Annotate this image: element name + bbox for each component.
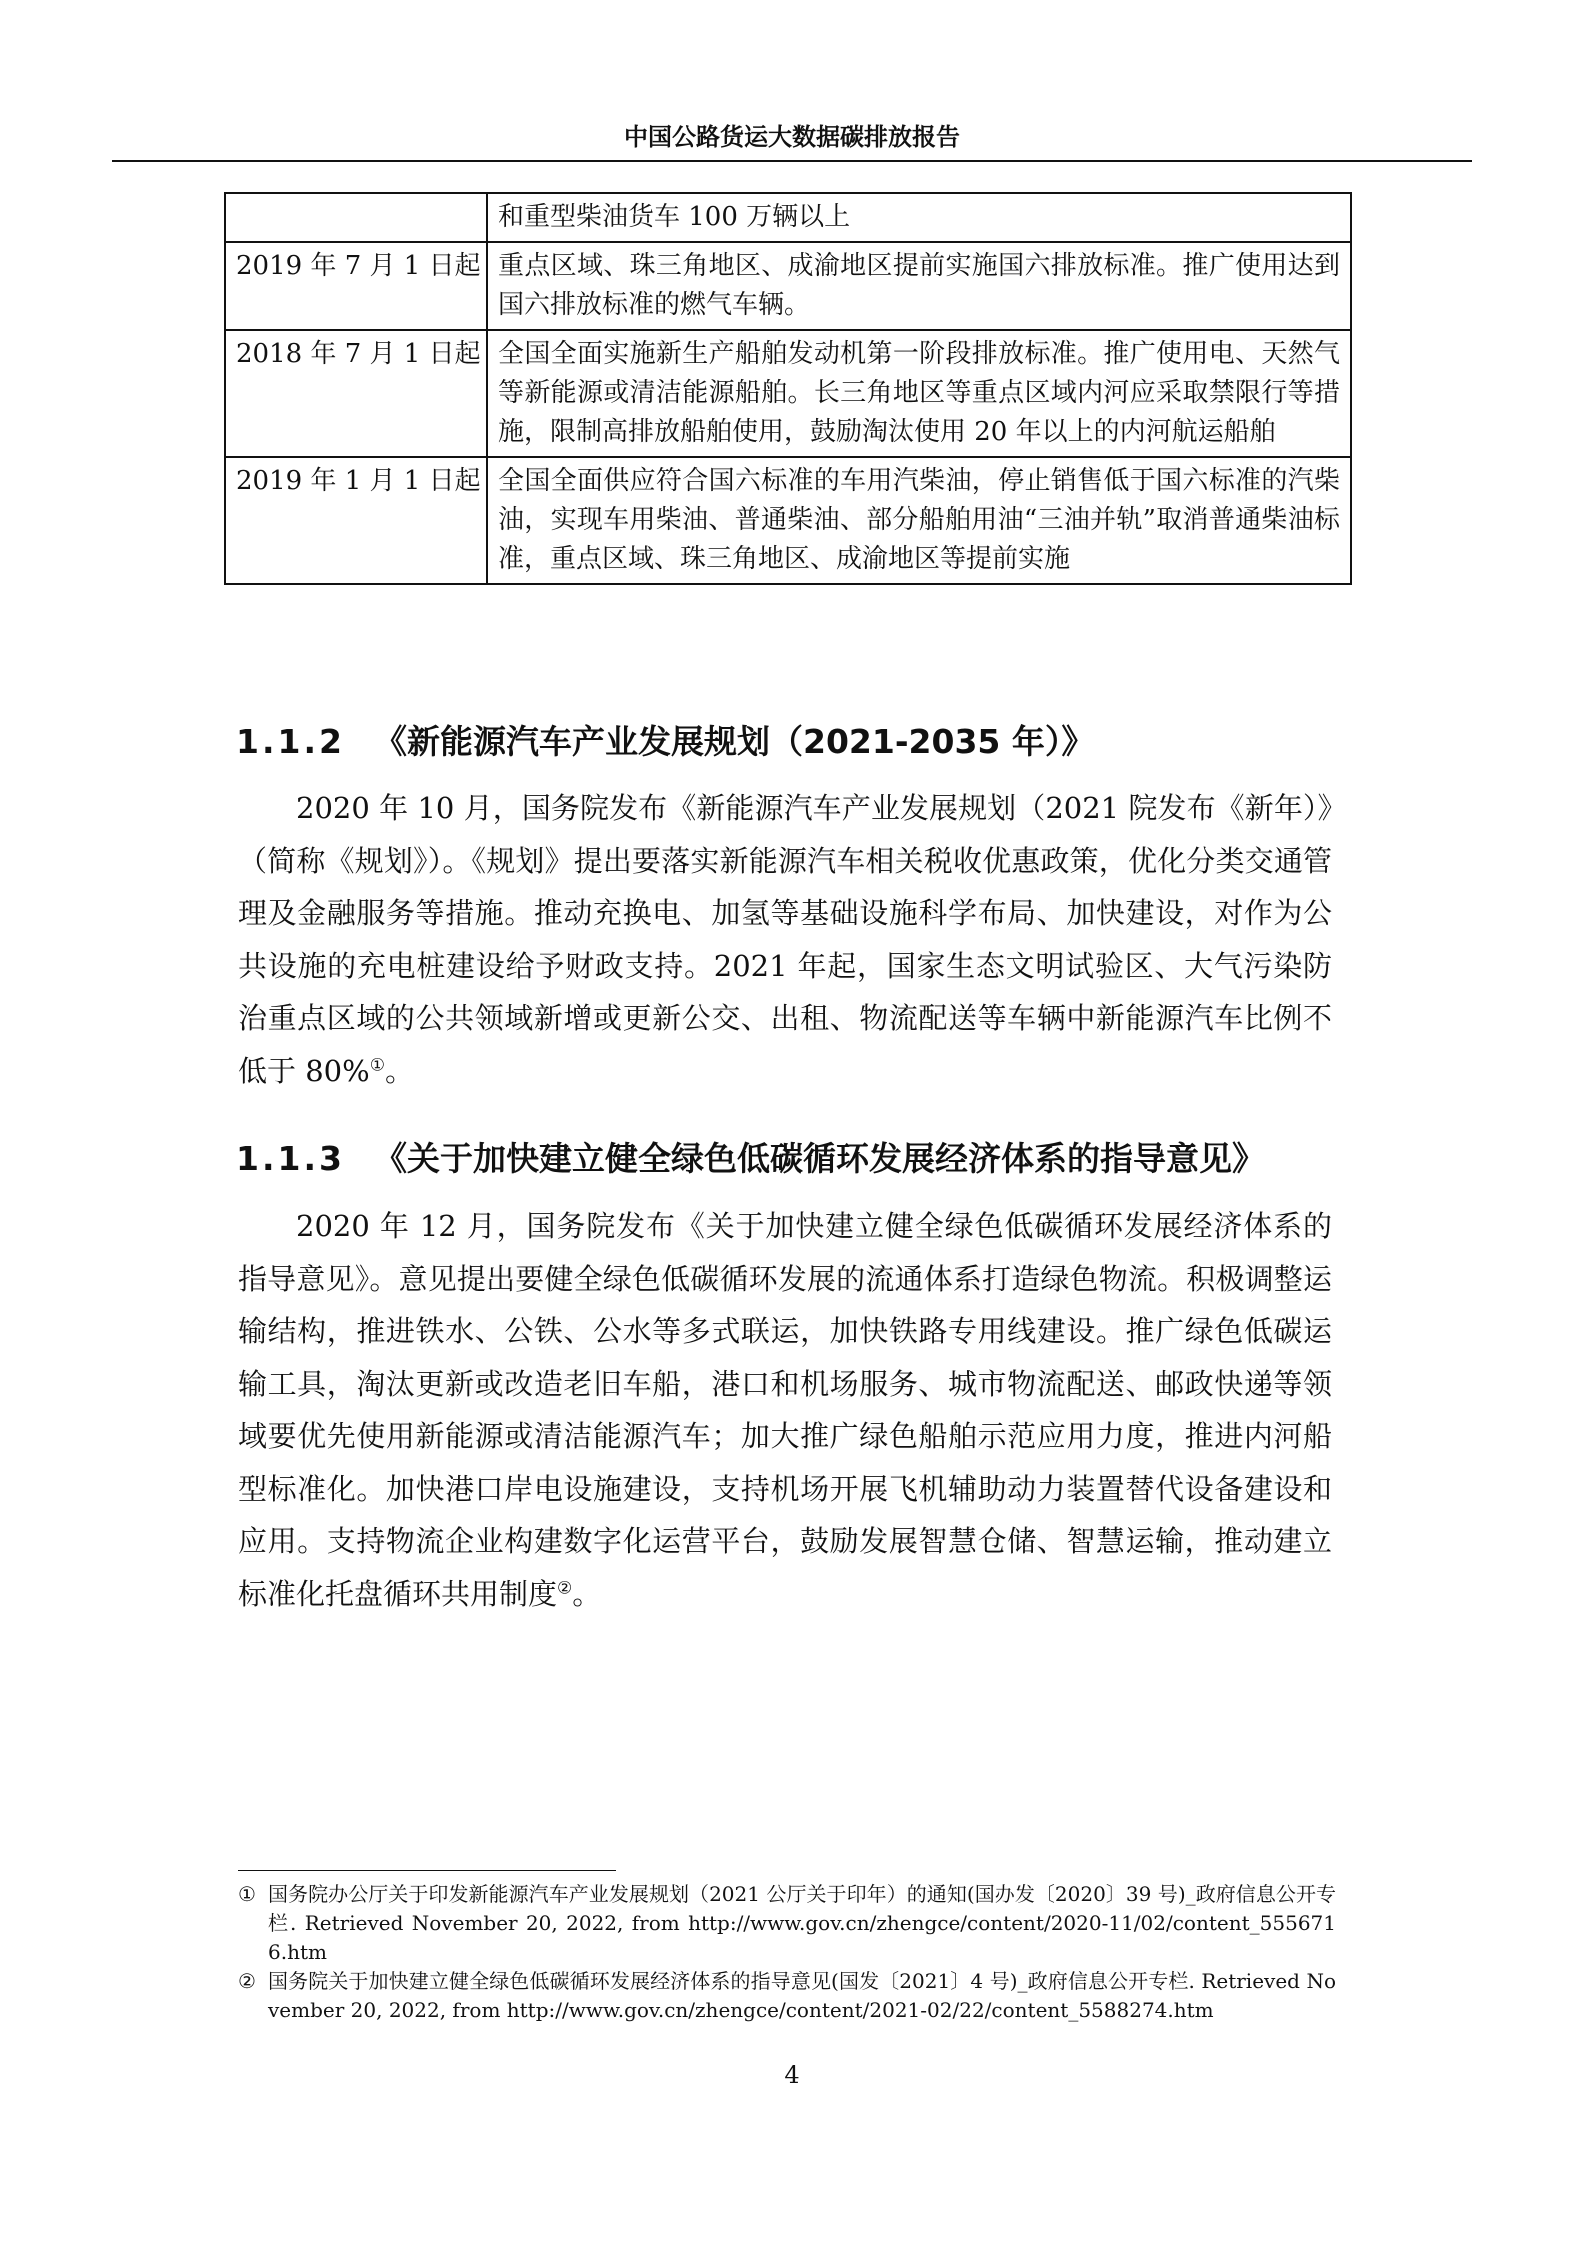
- table-cell-date: 2019 年 7 月 1 日起: [225, 242, 487, 330]
- table-cell-date: 2018 年 7 月 1 日起: [225, 330, 487, 457]
- section-heading-1-1-3: [236, 1137, 1265, 1181]
- table-cell-text: 和重型柴油货车 100 万辆以上: [487, 193, 1351, 242]
- section-heading-1-1-2: [236, 720, 1094, 764]
- footnote-item: [238, 1967, 1336, 2025]
- paragraph-end: 。: [572, 1576, 602, 1611]
- section-title: 《关于加快建立健全绿色低碳循环发展经济体系的指导意见》: [374, 1139, 1265, 1178]
- footnote-item: [238, 1880, 1336, 1967]
- page-number: 4: [784, 2061, 800, 2089]
- paragraph-text: 2020 年 10 月，国务院发布《新能源汽车产业发展规划（2021 院发布《新年）》（简称《规划》）。《规划》提出要落实新能源汽车相关税收优惠政策，优化分类交通管理及金融服务等措施。推动充换电、加氢等基础设施科学布局、加快建设，对作为公共设施的充电桩建设给予财政支持。2021 年起，国家生态文明试验区、大气污染防治重点区域的公共领域新增或更新公交、出租、物流配送等车辆中新能源汽车比例不低于 80%: [238, 791, 1332, 1088]
- table-row: [225, 242, 1351, 330]
- footnote-ref[interactable]: ①: [369, 1054, 385, 1075]
- table-cell-text: 重点区域、珠三角地区、成渝地区提前实施国六排放标准。推广使用达到国六排放标准的燃气车辆。: [487, 242, 1351, 330]
- table-row: [225, 457, 1351, 584]
- footnote-divider: [238, 1870, 616, 1871]
- section-paragraph-1-1-3: [238, 1200, 1332, 1620]
- table-row: [225, 330, 1351, 457]
- section-paragraph-1-1-2: [238, 782, 1332, 1097]
- footnote-mark: ②: [238, 1969, 256, 1993]
- footnote-text: 国务院办公厅关于印发新能源汽车产业发展规划（2021 公厅关于印年）的通知(国办发〔2020〕39 号)_政府信息公开专栏. Retrieved November 20, 2022, from http://www.gov.cn/zhengce/content/2020-11/02/content_5556716.htm: [268, 1882, 1336, 1964]
- table-cell-date: 2019 年 1 月 1 日起: [225, 457, 487, 584]
- footnote-ref[interactable]: ②: [557, 1577, 573, 1598]
- table-cell-date: [225, 193, 487, 242]
- table-cell-text: 全国全面实施新生产船舶发动机第一阶段排放标准。推广使用电、天然气等新能源或清洁能源船舶。长三角地区等重点区域内河应采取禁限行等措施，限制高排放船舶使用，鼓励淘汰使用 20 年以上的内河航运船舶: [487, 330, 1351, 457]
- policy-table: [224, 192, 1352, 585]
- section-number: 1.1.3: [236, 1139, 345, 1178]
- header-divider: [112, 160, 1472, 162]
- section-number: 1.1.2: [236, 722, 345, 761]
- table-cell-text: 全国全面供应符合国六标准的车用汽柴油，停止销售低于国六标准的汽柴油，实现车用柴油、普通柴油、部分船舶用油“三油并轨”取消普通柴油标准，重点区域、珠三角地区、成渝地区等提前实施: [487, 457, 1351, 584]
- paragraph-end: 。: [384, 1053, 414, 1088]
- paragraph-text: 2020 年 12 月，国务院发布《关于加快建立健全绿色低碳循环发展经济体系的指导意见》。意见提出要健全绿色低碳循环发展的流通体系打造绿色物流。积极调整运输结构，推进铁水、公铁、公水等多式联运，加快铁路专用线建设。推广绿色低碳运输工具，淘汰更新或改造老旧车船，港口和机场服务、城市物流配送、邮政快递等领域要优先使用新能源或清洁能源汽车；加大推广绿色船舶示范应用力度，推进内河船型标准化。加快港口岸电设施建设，支持机场开展飞机辅助动力装置替代设备建设和应用。支持物流企业构建数字化运营平台，鼓励发展智慧仓储、智慧运输，推动建立标准化托盘循环共用制度: [238, 1209, 1332, 1611]
- footnote-text: 国务院关于加快建立健全绿色低碳循环发展经济体系的指导意见(国发〔2021〕4 号)_政府信息公开专栏. Retrieved November 20, 2022, from http://www.gov.cn/zhengce/content/2021-02/22/content_5588274.htm: [268, 1969, 1336, 2022]
- section-title: 《新能源汽车产业发展规划（2021-2035 年）》: [374, 722, 1095, 761]
- footnote-mark: ①: [238, 1882, 256, 1906]
- table-row: [225, 193, 1351, 242]
- page-header-title: 中国公路货运大数据碳排放报告: [624, 123, 960, 151]
- footnotes: [238, 1880, 1336, 2025]
